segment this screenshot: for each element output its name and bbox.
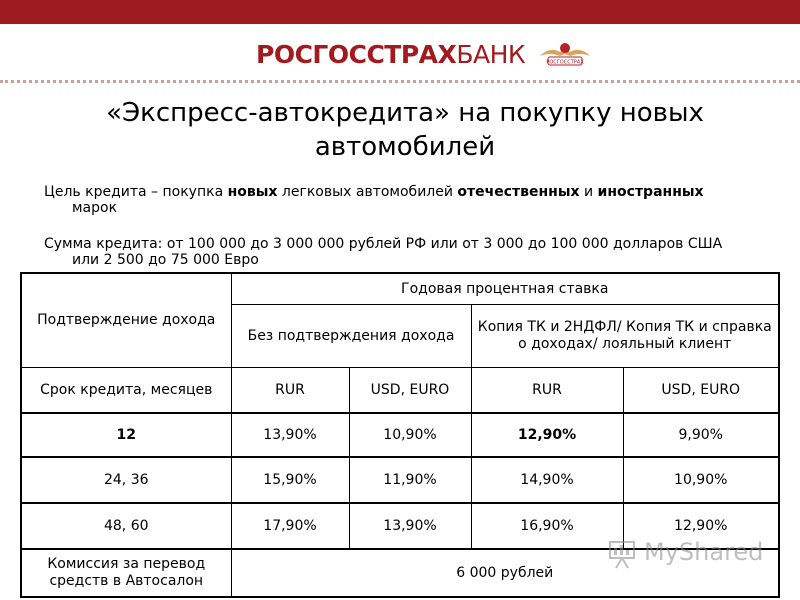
rate-cell: 10,90% xyxy=(623,457,779,503)
rate-cell: 17,90% xyxy=(231,503,349,549)
top-red-bar xyxy=(0,0,800,24)
header-income-confirmation: Подтверждение дохода xyxy=(21,273,231,368)
page-title: «Экспресс-автокредита» на покупку новых автомобилей xyxy=(106,98,704,162)
watermark xyxy=(606,536,776,570)
fee-label: Комиссия за перевод средств в Автосалон xyxy=(21,549,231,597)
rate-cell: 10,90% xyxy=(349,413,471,457)
rate-cell: 11,90% xyxy=(349,457,471,503)
credit-amount: Сумма кредита: от 100 000 до 3 000 000 рублей РФ или от 3 000 до 100 000 долларов США или 2 500 до 75 000 Евро xyxy=(44,236,723,268)
header-no-confirmation: Без подтверждения дохода xyxy=(231,305,471,368)
rate-cell: 12,90% xyxy=(471,413,623,457)
header-annual-rate: Годовая процентная ставка xyxy=(231,273,779,305)
rate-cell: 14,90% xyxy=(471,457,623,503)
table-row xyxy=(21,457,779,503)
header-currency-usd-euro: USD, EURO xyxy=(623,368,779,414)
rate-cell: 13,90% xyxy=(231,413,349,457)
credit-purpose: Цель кредита – покупка новых легковых автомобилей отечественных и иностранных марок xyxy=(44,184,704,216)
term-cell: 12 xyxy=(21,413,231,457)
rate-cell: 12,90% xyxy=(623,503,779,549)
header-currency-usd-euro: USD, EURO xyxy=(349,368,471,414)
bank-logo xyxy=(0,36,800,76)
rate-cell: 16,90% xyxy=(471,503,623,549)
header-divider xyxy=(0,80,800,83)
term-cell: 24, 36 xyxy=(21,457,231,503)
header-currency-rur: RUR xyxy=(471,368,623,414)
header-currency-rur: RUR xyxy=(231,368,349,414)
presentation-board-icon xyxy=(606,536,640,570)
emblem-text: РОСГОССТРАХ xyxy=(546,59,584,66)
bank-emblem-icon xyxy=(538,40,592,70)
rate-cell: 9,90% xyxy=(623,413,779,457)
table-row xyxy=(21,413,779,457)
header-term: Срок кредита, месяцев xyxy=(21,368,231,414)
fee-value: 6 000 рублей xyxy=(231,549,779,597)
rate-cell: 15,90% xyxy=(231,457,349,503)
rate-cell: 13,90% xyxy=(349,503,471,549)
watermark-text: MyShared xyxy=(644,538,764,566)
logo-wordmark: РОСГОССТРАХБАНК xyxy=(256,40,526,69)
header-with-confirmation: Копия ТК и 2НДФЛ/ Копия ТК и справка о доходах/ лояльный клиент xyxy=(471,305,779,368)
term-cell: 48, 60 xyxy=(21,503,231,549)
